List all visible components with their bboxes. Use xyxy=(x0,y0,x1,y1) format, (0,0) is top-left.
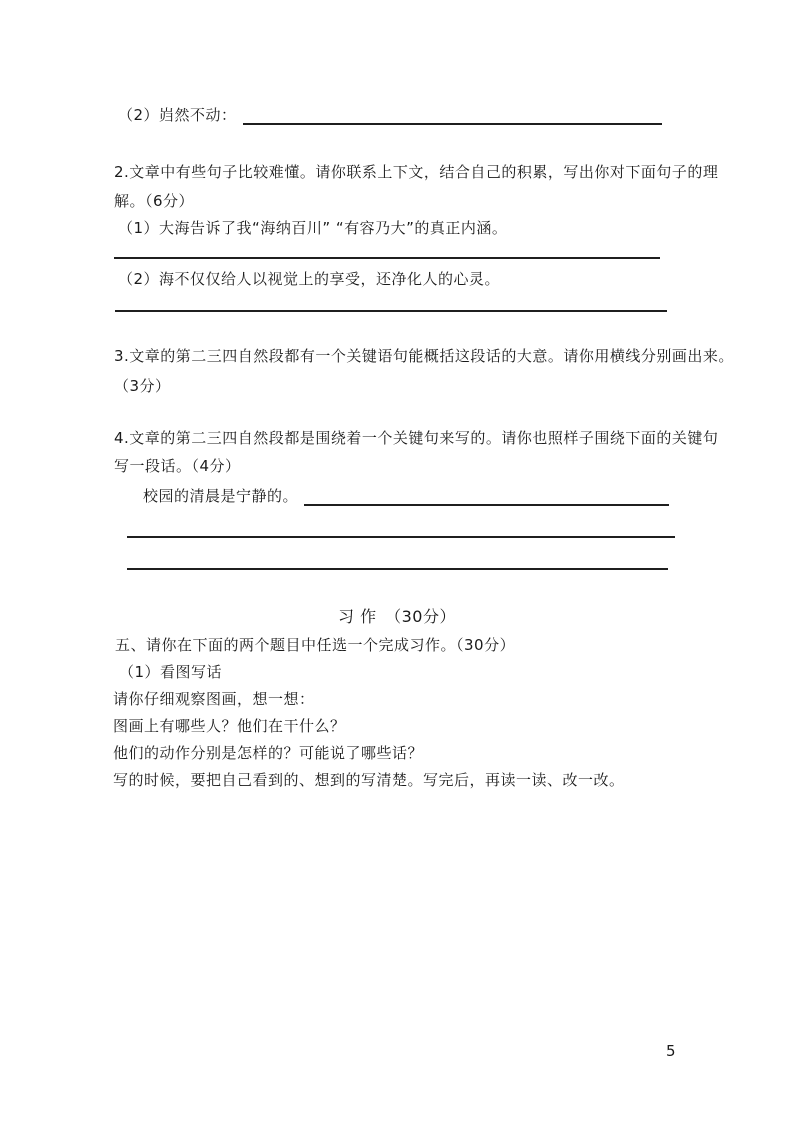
page-number: 5 xyxy=(666,1042,676,1060)
composition-instruction: 五、请你在下面的两个题目中任选一个完成习作。（30分） xyxy=(115,636,516,654)
answer-line-sentence-1 xyxy=(114,257,660,259)
vocab-item-2-label: （2）岿然不动： xyxy=(118,106,237,124)
question-3-prompt-line-2: （3分） xyxy=(114,377,171,395)
question-3-prompt-line-1: 3.文章的第二三四自然段都有一个关键语句能概括这段话的大意。请你用横线分别画出来。 xyxy=(114,347,734,365)
composition-option-1-title: （1）看图写话 xyxy=(119,663,223,681)
question-2-prompt-line-1: 2.文章中有些句子比较难懂。请你联系上下文，结合自己的积累，写出你对下面句子的理 xyxy=(114,163,719,181)
question-4-answer-line-1 xyxy=(127,536,675,538)
composition-hint-1: 请你仔细观察图画，想一想： xyxy=(113,690,315,708)
answer-line-sentence-2 xyxy=(115,310,667,312)
vocab-item-2-row xyxy=(118,108,662,125)
question-4-prompt-line-1: 4.文章的第二三四自然段都是围绕着一个关键句来写的。请你也照样子围绕下面的关键句 xyxy=(114,429,719,447)
question-2-sentence-2: （2）海不仅仅给人以视觉上的享受，还净化人的心灵。 xyxy=(118,270,501,288)
question-4-key-sentence-row xyxy=(143,489,669,506)
question-2-prompt-line-2: 解。（6分） xyxy=(114,192,195,210)
vocab-item-2-answer-blank xyxy=(243,108,662,125)
question-2-sentence-1: （1）大海告诉了我“海纳百川” “有容乃大”的真正内涵。 xyxy=(118,219,508,237)
composition-heading: 习 作 （30分） xyxy=(338,607,456,626)
question-4-answer-blank-inline xyxy=(304,489,669,506)
composition-hint-3: 他们的动作分别是怎样的？可能说了哪些话？ xyxy=(113,744,424,762)
composition-hint-2: 图画上有哪些人？他们在干什么？ xyxy=(113,717,346,735)
question-4-answer-line-2 xyxy=(127,568,668,570)
question-4-prompt-line-2: 写一段话。（4分） xyxy=(114,457,241,475)
composition-hint-4: 写的时候，要把自己看到的、想到的写清楚。写完后，再读一读、改一改。 xyxy=(113,771,625,789)
question-4-key-sentence: 校园的清晨是宁静的。 xyxy=(143,487,299,505)
